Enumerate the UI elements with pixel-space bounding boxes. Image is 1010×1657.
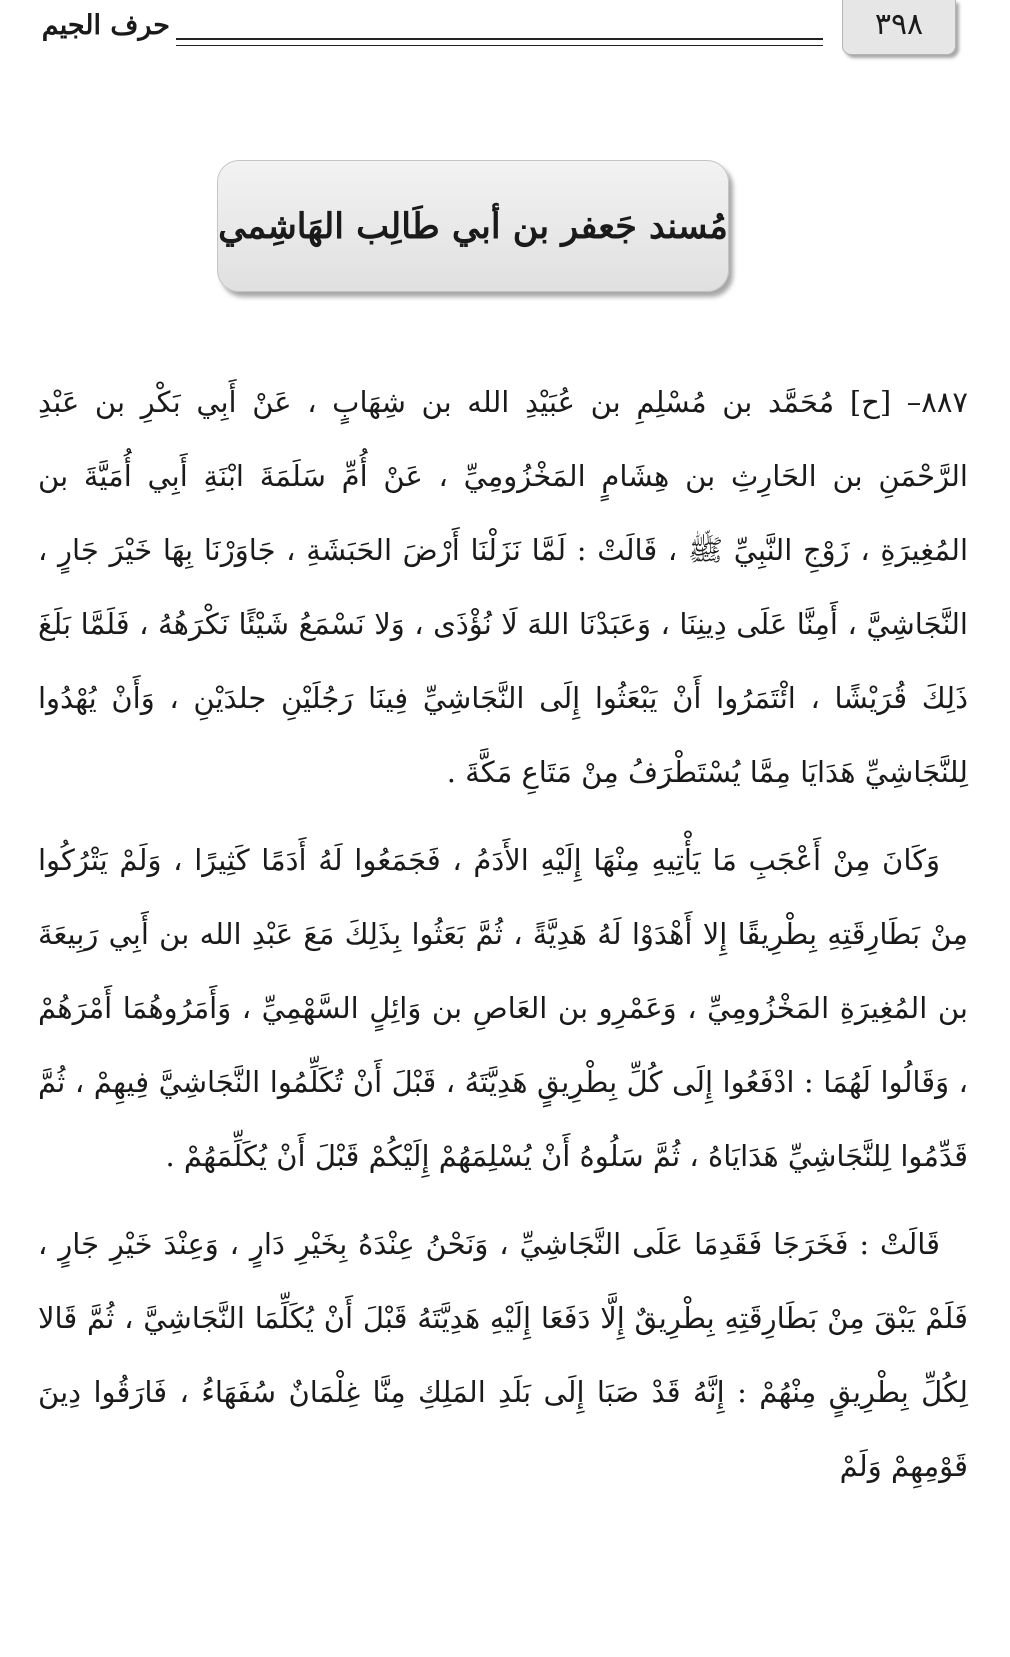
chapter-title-box bbox=[217, 160, 729, 292]
paragraph: قَالَتْ : فَخَرَجَا فَقَدِمَا عَلَى النَّجَاشِيِّ ، وَنَحْنُ عِنْدَهُ بِخَيْرِ دَارٍ ، وَعِنْدَ خَيْرِ جَارٍ ، فَلَمْ يَبْقَ مِنْ بَطَارِقَتِهِ بِطْرِيقٌ إِلَّا دَفَعَا إِلَيْهِ هَدِيَّتَهُ قَبْلَ أَنْ يُكَلِّمَا النَّجَاشِيَّ ، ثُمَّ قَالا لِكُلِّ بِطْرِيقٍ مِنْهُمْ : إِنَّهُ قَدْ صَبَا إِلَى بَلَدِ المَلِكِ مِنَّا غِلْمَانٌ سُفَهَاءُ ، فَارَقُوا دِينَ قَوْمِهِمْ وَلَمْ bbox=[38, 1227, 968, 1483]
chapter-title: مُسند جَعفر بن أبي طَالِب الهَاشِمي bbox=[218, 205, 728, 247]
body-text bbox=[38, 365, 968, 1517]
header-rule bbox=[176, 38, 823, 46]
page-number-tab bbox=[842, 0, 956, 55]
running-head: حرف الجيم bbox=[41, 10, 170, 41]
paragraph: ٨٨٧– [ح] مُحَمَّد بن مُسْلِمِ بن عُبَيْدِ الله بن شِهَابٍ ، عَنْ أَبِي بَكْرِ بن عَبْدِ الرَّحْمَنِ بن الحَارِثِ بن هِشَامٍ المَخْزُومِيِّ ، عَنْ أُمِّ سَلَمَةَ ابْنَةِ أَبِي أُمَيَّةَ بن المُغِيرَةِ ، زَوْجِ النَّبِيِّ ﷺ ، قَالَتْ : لَمَّا نَزَلْنَا أَرْضَ الحَبَشَةِ ، جَاوَرْنَا بِهَا خَيْرَ جَارٍ ، النَّجَاشِيَّ ، أَمِنَّا عَلَى دِينِنَا ، وَعَبَدْنَا اللهَ لَا نُؤْذَى ، وَلا نَسْمَعُ شَيْئًا نَكْرَهُهُ ، فَلَمَّا بَلَغَ ذَلِكَ قُرَيْشًا ، ائْتَمَرُوا أَنْ يَبْعَثُوا إِلَى النَّجَاشِيِّ فِينَا رَجُلَيْنِ جلدَيْنِ ، وَأَنْ يُهْدُوا لِلنَّجَاشِيِّ هَدَايَا مِمَّا يُسْتَطْرَفُ مِنْ مَتَاعِ مَكَّةَ . bbox=[38, 385, 968, 789]
page-header bbox=[0, 0, 1010, 70]
page-number: ٣٩٨ bbox=[874, 7, 924, 42]
paragraph: وَكَانَ مِنْ أَعْجَبِ مَا يَأْتِيهِ مِنْهَا إِلَيْهِ الأَدَمُ ، فَجَمَعُوا لَهُ أَدَمًا كَثِيرًا ، وَلَمْ يَتْرُكُوا مِنْ بَطَارِقَتِهِ بِطْرِيقًا إِلا أَهْدَوْا لَهُ هَدِيَّةً ، ثُمَّ بَعَثُوا بِذَلِكَ مَعَ عَبْدِ الله بن أَبِي رَبِيعَةَ بن المُغِيرَةِ المَخْزُومِيِّ ، وَعَمْرِو بن العَاصِ بن وَائِلٍ السَّهْمِيِّ ، وَأَمَرُوهُمَا أَمْرَهُمْ ، وَقَالُوا لَهُمَا : ادْفَعُوا إِلَى كُلِّ بِطْرِيقٍ هَدِيَّتَهُ ، قَبْلَ أَنْ تُكَلِّمُوا النَّجَاشِيَّ فِيهِمْ ، ثُمَّ قَدِّمُوا لِلنَّجَاشِيِّ هَدَايَاهُ ، ثُمَّ سَلُوهُ أَنْ يُسْلِمَهُمْ إِلَيْكُمْ قَبْلَ أَنْ يُكَلِّمَهُمْ . bbox=[38, 843, 968, 1173]
